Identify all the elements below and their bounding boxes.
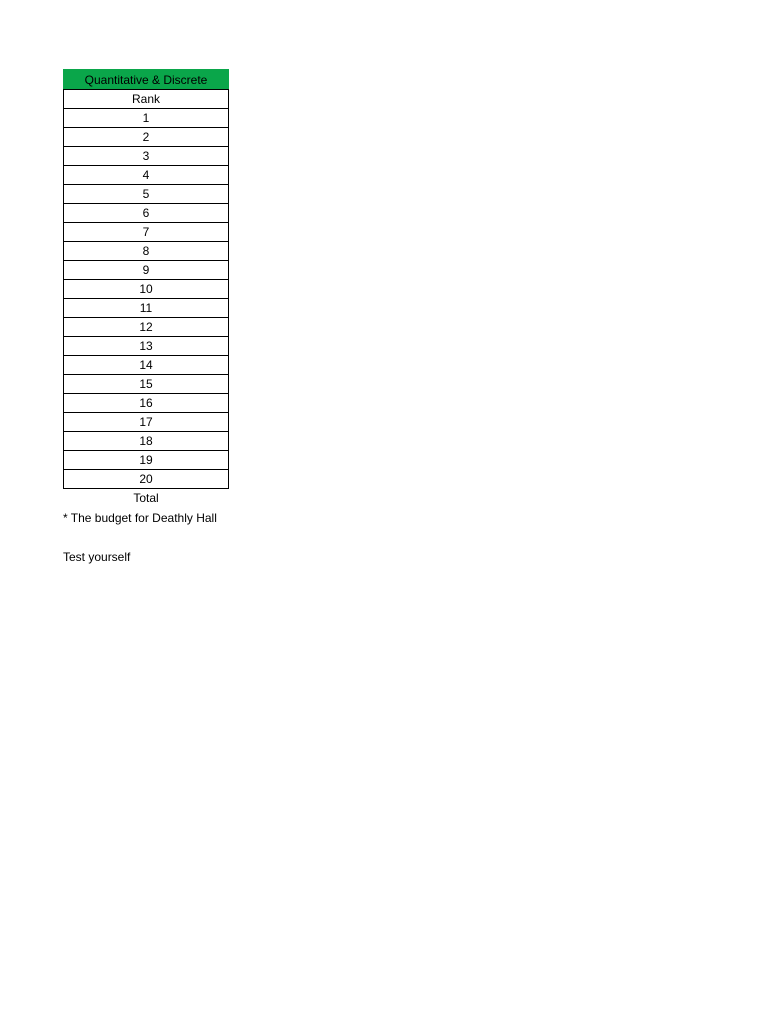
rank-cell: 3 [64,147,229,166]
table-row [64,356,229,375]
table-row [64,470,229,489]
table-row [64,185,229,204]
table-row [64,413,229,432]
table-row [64,223,229,242]
blank-row [63,528,229,547]
rank-cell: 8 [64,242,229,261]
rank-cell: 12 [64,318,229,337]
table-row [64,128,229,147]
table-row [64,318,229,337]
rank-cell: 4 [64,166,229,185]
rank-cell: 17 [64,413,229,432]
table-row [64,242,229,261]
rank-cell: 11 [64,299,229,318]
rank-column-header: Rank [64,90,229,109]
table-row [64,261,229,280]
rank-cell: 2 [64,128,229,147]
spreadsheet-area [63,69,229,567]
table-row [64,166,229,185]
table-row [64,109,229,128]
rank-cell: 15 [64,375,229,394]
rank-cell: 16 [64,394,229,413]
test-yourself-label: Test yourself [63,550,131,564]
table-row [64,394,229,413]
footnote-text: * The budget for Deathly Hall [63,511,217,525]
total-label: Total [133,491,159,505]
table-row [64,280,229,299]
rank-table [63,89,229,489]
table-row [64,204,229,223]
rank-cell: 18 [64,432,229,451]
rank-cell: 7 [64,223,229,242]
rank-cell: 1 [64,109,229,128]
table-row [64,147,229,166]
rank-cell: 10 [64,280,229,299]
table-row [64,432,229,451]
rank-cell: 13 [64,337,229,356]
section-header: Quantitative & Discrete [63,69,229,89]
rank-cell: 19 [64,451,229,470]
rank-cell: 20 [64,470,229,489]
table-row [64,337,229,356]
table-row [64,375,229,394]
table-row [64,299,229,318]
rank-cell: 9 [64,261,229,280]
rank-cell: 5 [64,185,229,204]
rank-cell: 6 [64,204,229,223]
table-row [64,451,229,470]
rank-cell: 14 [64,356,229,375]
table-header-row [64,90,229,109]
